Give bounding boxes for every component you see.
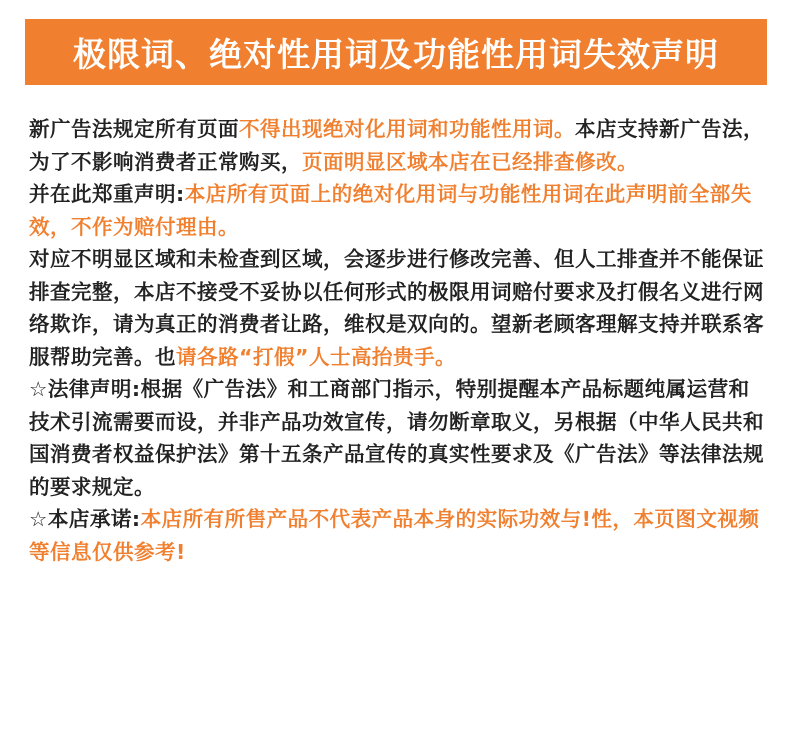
text-segment: 新广告法规定所有页面 xyxy=(29,117,239,141)
disclaimer-body xyxy=(29,113,769,568)
text-segment: 本店支持新广告法，为了不影响消费者正常购买， xyxy=(29,117,764,174)
para-store-promise xyxy=(29,503,769,568)
para-solemn-statement xyxy=(29,178,769,243)
highlight-segment: 页面明显区域本店在已经排查修改。 xyxy=(302,149,638,174)
highlight-segment: 不得出现绝对化用词和功能性用词。 xyxy=(239,117,575,141)
para-legal-statement xyxy=(29,373,769,503)
para-unclear-areas xyxy=(29,243,769,373)
banner-title: 极限词、绝对性用词及功能性用词失效声明 xyxy=(73,34,719,74)
highlight-segment: 请各路“打假”人士高抬贵手。 xyxy=(176,344,456,369)
text-segment: 并在此郑重声明: xyxy=(29,182,185,206)
text-segment: ☆法律声明:根据《广告法》和工商部门指示，特别提醒本产品标题纯属运营和技术引流需要而设，并非产品功效宣传，请勿断章取义，另根据（中华人民共和国消费者权益保护法》第十五条产品宣传的真实性要求及《广告法》等法律法规的要求规定。 xyxy=(29,377,764,499)
text-segment: 对应不明显区域和未检查到区域，会逐步进行修改完善、但人工排查并不能保证排查完整，本店不接受不妥协以任何形式的极限用词赔付要求及打假名义进行网络欺诈，请为真正的消费者让路，维权是双向的。望新老顾客理解支持并联系客服帮助完善。也 xyxy=(29,247,764,369)
para-new-ad-law xyxy=(29,113,769,178)
text-segment: ☆本店承诺: xyxy=(29,507,141,531)
highlight-segment: 本店所有所售产品不代表产品本身的实际功效与!性，本页图文视频等信息仅供参考! xyxy=(29,507,760,564)
highlight-segment: 本店所有页面上的绝对化用词与功能性用词在此声明前全部失效，不作为赔付理由。 xyxy=(29,182,752,239)
title-banner xyxy=(25,19,767,85)
